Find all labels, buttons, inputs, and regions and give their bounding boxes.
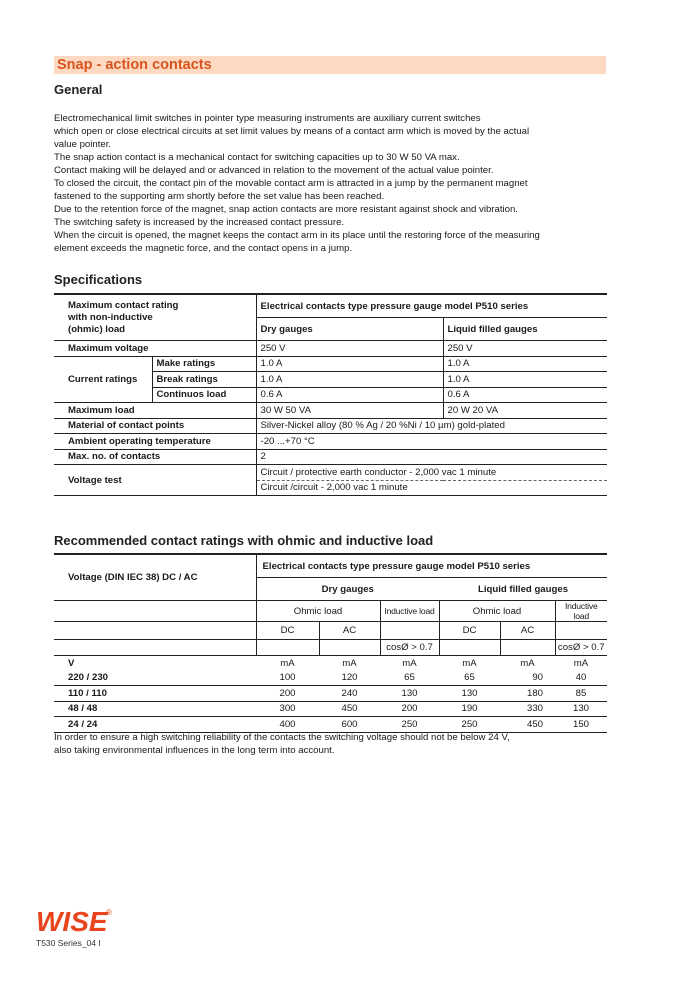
- rec-cell: 180: [500, 686, 555, 702]
- general-line: which open or close electrical circuits at set limit values by means of a contact arm which is moved by the actual: [54, 126, 530, 137]
- table-row: [54, 686, 607, 702]
- general-line: element exceeds the magnetic force, and the contact opens in a jump.: [54, 243, 353, 254]
- rec-cell: 400: [256, 717, 319, 733]
- section-title-banner: [54, 56, 606, 74]
- spec-value: 0.6 A: [256, 387, 443, 403]
- rec-cell: 450: [500, 717, 555, 733]
- rec-unit: mA: [280, 657, 295, 669]
- rec-unit: mA: [462, 657, 477, 669]
- rec-cell: 300: [256, 701, 319, 717]
- spec-value: Silver-Nickel alloy (80 % Ag / 20 %Ni / 10 µm) gold-plated: [256, 418, 607, 434]
- spec-value: 1.0 A: [256, 372, 443, 388]
- wise-logo: [34, 905, 124, 940]
- specs-heading: Specifications: [54, 272, 143, 287]
- spec-sublabel: Continuos load: [152, 387, 256, 403]
- spec-value: Circuit /circuit - 2,000 vac 1 minute: [256, 480, 607, 496]
- rec-ac: AC: [500, 622, 555, 640]
- rec-cell: 330: [500, 701, 555, 717]
- spec-value: 30 W 50 VA: [256, 403, 443, 419]
- rec-ohmic-dry: Ohmic load: [256, 601, 380, 622]
- spec-sublabel: Make ratings: [152, 356, 256, 372]
- rec-header-title: Electrical contacts type pressure gauge model P510 series: [256, 554, 607, 578]
- rec-liquid-header: Liquid filled gauges: [439, 578, 607, 601]
- recommended-heading: Recommended contact ratings with ohmic and inductive load: [54, 533, 434, 548]
- rec-cell: 65: [439, 671, 500, 686]
- rec-cos: cosØ > 0.7: [380, 640, 439, 656]
- rec-cell: 450: [319, 701, 380, 717]
- spec-col-liquid: Liquid filled gauges: [443, 318, 607, 341]
- rec-unit: mA: [573, 657, 589, 669]
- rec-cell: 200: [380, 701, 439, 717]
- rec-row-voltage: 110 / 110: [54, 686, 256, 702]
- rec-cell: 120: [319, 671, 380, 686]
- rec-cell: 200: [256, 686, 319, 702]
- spec-header-title: Electrical contacts type pressure gauge model P510 series: [256, 294, 607, 318]
- rec-cell: 190: [439, 701, 500, 717]
- spec-value: 250 V: [256, 341, 443, 357]
- rec-cell: 250: [439, 717, 500, 733]
- spec-value: -20 ...+70 °C: [256, 434, 607, 450]
- rec-cell: 240: [319, 686, 380, 702]
- spec-value: 250 V: [443, 341, 607, 357]
- spec-value: 1.0 A: [443, 372, 607, 388]
- rec-cell: 85: [555, 686, 607, 702]
- rec-dry-header: Dry gauges: [256, 578, 439, 601]
- rec-cell: 100: [256, 671, 319, 686]
- recommended-ratings-table: [54, 553, 607, 733]
- spec-header-label: Maximum contact rating with non-inductive (ohmic) load: [54, 294, 256, 341]
- general-line: Contact making will be delayed and or advanced in relation to the movement of the actual value pointer.: [54, 165, 494, 176]
- spec-value: 20 W 20 VA: [443, 403, 607, 419]
- general-line: Due to the retention force of the magnet, snap action contacts are more resistant against shock and vibration.: [54, 204, 518, 215]
- rec-cell: 250: [380, 717, 439, 733]
- spec-sublabel: Break ratings: [152, 372, 256, 388]
- general-heading: General: [54, 82, 103, 97]
- rec-voltage-label: Voltage (DIN IEC 38) DC / AC: [54, 554, 256, 601]
- rec-inductive-dry: Inductive load: [380, 601, 439, 622]
- footnote-line: In order to ensure a high switching reliability of the contacts the switching voltage should not be below 24 V,: [54, 732, 510, 743]
- spec-value: 2: [256, 449, 607, 465]
- spec-value: 1.0 A: [443, 356, 607, 372]
- spec-value: 1.0 A: [256, 356, 443, 372]
- rec-cell: 65: [380, 671, 439, 686]
- rec-dc: DC: [256, 622, 319, 640]
- logo-registered-mark: ®: [106, 908, 112, 917]
- general-line: The snap action contact is a mechanical contact for switching capacities up to 30 W 50 VA max.: [54, 152, 460, 163]
- rec-unit: mA: [402, 657, 417, 669]
- rec-cell: 90: [500, 671, 555, 686]
- rec-unit: mA: [520, 657, 535, 669]
- general-line: value pointer.: [54, 139, 112, 150]
- rec-row-voltage: 220 / 230: [54, 671, 256, 686]
- rec-unit-v: V: [68, 657, 75, 669]
- general-line: Electromechanical limit switches in pointer type measuring instruments are auxiliary current switches: [54, 113, 481, 124]
- rec-cell: 150: [555, 717, 607, 733]
- page-footer: T530 Series_04 I: [36, 938, 101, 948]
- rec-unit: mA: [342, 657, 357, 669]
- spec-label: Current ratings: [54, 356, 152, 403]
- spec-label: Maximum load: [54, 403, 256, 419]
- rec-cell: 600: [319, 717, 380, 733]
- footnote-line: also taking environmental influences in the long term into account.: [54, 745, 335, 756]
- general-line: fastened to the supporting arm shortly before the set value has been reached.: [54, 191, 385, 202]
- spec-label: Ambient operating temperature: [54, 434, 256, 450]
- rec-cos: cosØ > 0.7: [555, 640, 607, 656]
- rec-dc: DC: [439, 622, 500, 640]
- general-text: [54, 112, 614, 255]
- general-line: The switching safety is increased by the increased contact pressure.: [54, 217, 345, 228]
- specifications-table: [54, 293, 607, 496]
- rec-inductive-liquid: Inductive load: [555, 601, 607, 622]
- table-row: [54, 701, 607, 717]
- spec-label: Maximum voltage: [54, 341, 256, 357]
- spec-label: Max. no. of contacts: [54, 449, 256, 465]
- spec-col-dry: Dry gauges: [256, 318, 443, 341]
- rec-ohmic-liquid: Ohmic load: [439, 601, 555, 622]
- spec-label: Material of contact points: [54, 418, 256, 434]
- rec-row-voltage: 48 / 48: [54, 701, 256, 717]
- logo-text: WISE: [36, 906, 108, 935]
- spec-value: 0.6 A: [443, 387, 607, 403]
- spec-label: Voltage test: [54, 465, 256, 496]
- rec-ac: AC: [319, 622, 380, 640]
- rec-cell: 130: [439, 686, 500, 702]
- general-line: To closed the circuit, the contact pin of the movable contact arm is attracted in a jump by the permanent magnet: [54, 178, 528, 189]
- rec-cell: 130: [555, 701, 607, 717]
- footnote: [54, 731, 510, 757]
- table-row: [54, 671, 607, 686]
- rec-cell: 130: [380, 686, 439, 702]
- rec-row-voltage: 24 / 24: [54, 717, 256, 733]
- rec-cell: 40: [555, 671, 607, 686]
- table-row: [54, 717, 607, 733]
- wise-logo-mark: [34, 905, 124, 935]
- general-line: When the circuit is opened, the magnet keeps the contact arm in its place until the restoring force of the measuring: [54, 230, 540, 241]
- section-title: Snap - action contacts: [57, 57, 212, 73]
- spec-value: Circuit / protective earth conductor - 2,000 vac 1 minute: [256, 465, 607, 481]
